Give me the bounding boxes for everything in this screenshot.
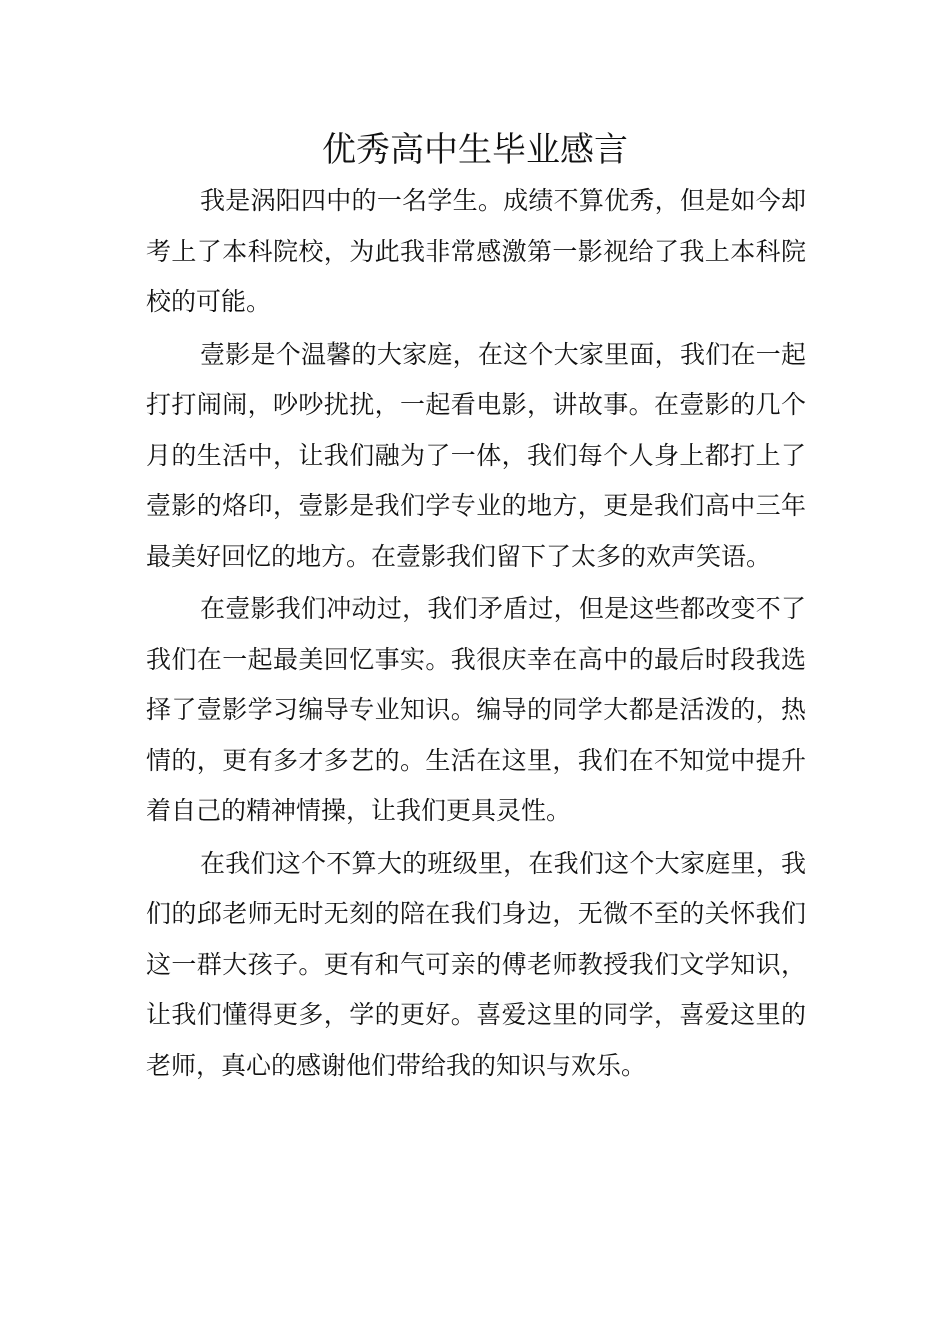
document-title: 优秀高中生毕业感言 [322, 130, 628, 170]
document-body [146, 176, 806, 1093]
paragraph-3: 在壹影我们冲动过，我们矛盾过，但是这些都改变不了我们在一起最美回忆事实。我很庆幸在高中的最后时段我选择了壹影学习编导专业知识。编导的同学大都是活泼的，热情的，更有多才多艺的。生活在这里，我们在不知觉中提升着自己的精神情操，让我们更具灵性。 [146, 594, 806, 825]
paragraph-2: 壹影是个温馨的大家庭，在这个大家里面，我们在一起打打闹闹，吵吵扰扰，一起看电影，讲故事。在壹影的几个月的生活中，让我们融为了一体，我们每个人身上都打上了壹影的烙印，壹影是我们学专业的地方，更是我们高中三年最美好回忆的地方。在壹影我们留下了太多的欢声笑语。 [146, 339, 806, 571]
paragraph-1: 我是涡阳四中的一名学生。成绩不算优秀，但是如今却考上了本科院校，为此我非常感激第一影视给了我上本科院校的可能。 [146, 186, 806, 316]
paragraph-4: 在我们这个不算大的班级里，在我们这个大家庭里，我们的邱老师无时无刻的陪在我们身边，无微不至的关怀我们这一群大孩子。更有和气可亲的傅老师教授我们文学知识，让我们懂得更多，学的更好。喜爱这里的同学，喜爱这里的老师，真心的感谢他们带给我的知识与欢乐。 [146, 848, 806, 1080]
